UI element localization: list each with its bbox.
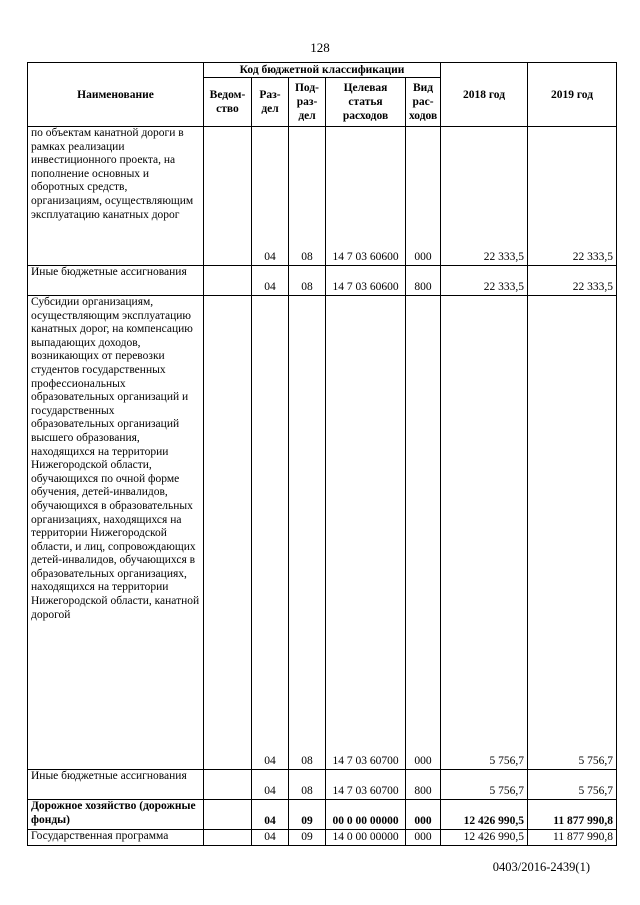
row-2019: 11 877 990,8 [528, 830, 617, 846]
header-vid: Вид рас-ходов [406, 78, 441, 127]
header-2019: 2019 год [528, 63, 617, 127]
row-vid: 800 [406, 770, 441, 800]
table-row [28, 266, 617, 296]
row-2019: 22 333,5 [528, 266, 617, 296]
row-name: Субсидии организациям, осуществляющим эксплуатацию канатных дорог, на компенсацию выпадающих доходов, возникающих от перевозки студентов государственных профессиональных образовательных организаций и государственных образовательных организаций высшего образования, находящихся на территории Нижегородской области, обучающихся по очной форме обучения, детей-инвалидов, обучающихся в образовательных организациях, находящихся на территории Нижегородской области, и лиц, сопровождающих детей-инвалидов, обучающихся в образовательных организациях, находящихся на территории Нижегородской области, канатной дорогой [28, 296, 204, 770]
row-razdel: 04 [252, 800, 289, 830]
row-razdel: 04 [252, 127, 289, 266]
row-vedomstvo [204, 296, 252, 770]
header-vedomstvo: Ведом-ство [204, 78, 252, 127]
row-2018: 22 333,5 [441, 266, 528, 296]
row-2019: 5 756,7 [528, 770, 617, 800]
row-2019: 11 877 990,8 [528, 800, 617, 830]
row-2018: 5 756,7 [441, 296, 528, 770]
row-vedomstvo [204, 770, 252, 800]
header-celevaya: Целевая статья расходов [326, 78, 406, 127]
row-2019: 5 756,7 [528, 296, 617, 770]
header-name: Наименование [28, 63, 204, 127]
row-2018: 12 426 990,5 [441, 800, 528, 830]
table-row [28, 296, 617, 770]
row-vedomstvo [204, 127, 252, 266]
budget-table [27, 62, 617, 846]
row-name: по объектам канатной дороги в рамках реализации инвестиционного проекта, на пополнение основных и оборотных средств, организациям, осуществляющим эксплуатацию канатных дорог [28, 127, 204, 266]
table-row [28, 127, 617, 266]
page-number: 128 [310, 40, 330, 55]
row-podrazdel: 08 [289, 770, 326, 800]
row-vedomstvo [204, 266, 252, 296]
row-podrazdel: 08 [289, 127, 326, 266]
header-razdel: Раз-дел [252, 78, 289, 127]
row-celevaya: 14 0 00 00000 [326, 830, 406, 846]
table-row [28, 770, 617, 800]
document-code: 0403/2016-2439(1) [492, 860, 590, 874]
row-2018: 22 333,5 [441, 127, 528, 266]
header-2018: 2018 год [441, 63, 528, 127]
row-vedomstvo [204, 830, 252, 846]
row-vid: 000 [406, 830, 441, 846]
row-razdel: 04 [252, 296, 289, 770]
row-razdel: 04 [252, 770, 289, 800]
row-2018: 12 426 990,5 [441, 830, 528, 846]
row-2018: 5 756,7 [441, 770, 528, 800]
row-razdel: 04 [252, 830, 289, 846]
header-podrazdel: Под-раз-дел [289, 78, 326, 127]
row-name: Иные бюджетные ассигнования [28, 770, 204, 800]
row-celevaya: 00 0 00 00000 [326, 800, 406, 830]
row-podrazdel: 09 [289, 830, 326, 846]
header-code-group: Код бюджетной классификации [204, 63, 441, 78]
row-vid: 000 [406, 127, 441, 266]
row-vid: 000 [406, 800, 441, 830]
row-name: Дорожное хозяйство (дорожные фонды) [28, 800, 204, 830]
row-podrazdel: 09 [289, 800, 326, 830]
row-vid: 800 [406, 266, 441, 296]
row-name: Иные бюджетные ассигнования [28, 266, 204, 296]
row-celevaya: 14 7 03 60700 [326, 296, 406, 770]
row-podrazdel: 08 [289, 296, 326, 770]
row-vid: 000 [406, 296, 441, 770]
row-2019: 22 333,5 [528, 127, 617, 266]
row-vedomstvo [204, 800, 252, 830]
row-razdel: 04 [252, 266, 289, 296]
row-celevaya: 14 7 03 60600 [326, 266, 406, 296]
row-celevaya: 14 7 03 60600 [326, 127, 406, 266]
table-row [28, 800, 617, 830]
row-name: Государственная программа [28, 830, 204, 846]
row-celevaya: 14 7 03 60700 [326, 770, 406, 800]
row-podrazdel: 08 [289, 266, 326, 296]
table-row [28, 830, 617, 846]
